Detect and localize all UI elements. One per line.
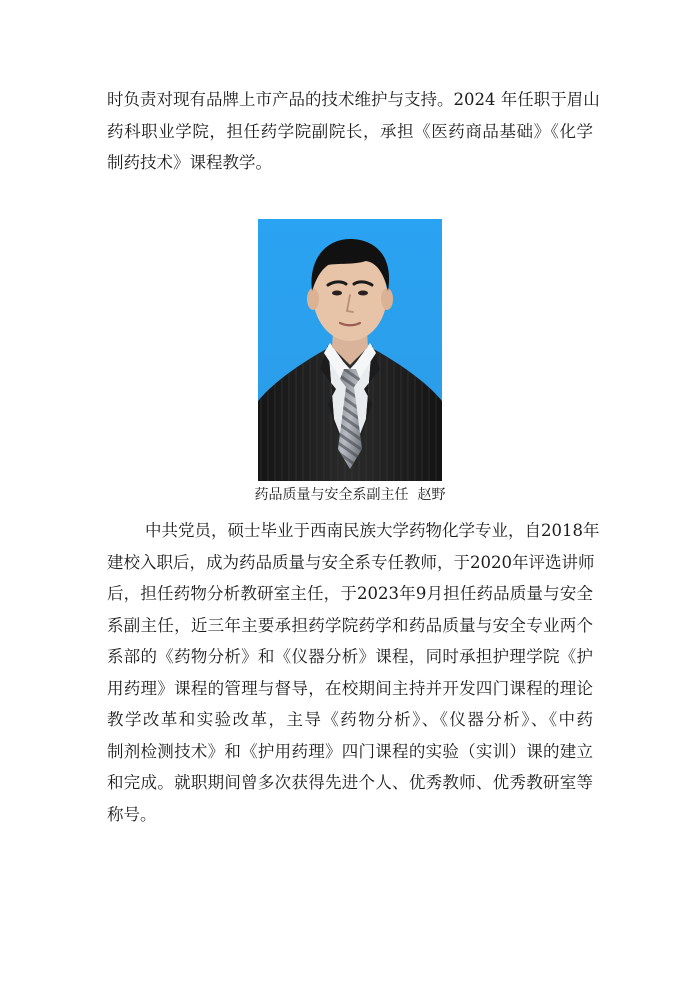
text-line: 教学改革和实验改革，主导《药物分析》、《仪器分析》、《中药 xyxy=(107,710,593,729)
text-line: 系副主任，近三年主要承担药学院药学和药品质量与安全专业两个 xyxy=(107,615,593,635)
portrait-photo xyxy=(258,219,442,481)
text-line: 时负责对现有品牌上市产品的技术维护与支持。2024 年任职于眉山 xyxy=(107,90,600,109)
paragraph-profile xyxy=(107,515,600,830)
text-line: 制剂检测技术》和《护用药理》四门课程的实验（实训）课的建立 xyxy=(107,741,593,761)
text-line: 称号。 xyxy=(107,804,157,824)
portrait-illustration xyxy=(258,219,442,481)
text-line: 用药理》课程的管理与督导，在校期间主持并开发四门课程的理论 xyxy=(107,678,593,698)
paragraph-continued-bio xyxy=(107,84,600,179)
caption-title: 药品质量与安全系副主任 xyxy=(254,487,409,503)
caption-name: 赵野 xyxy=(417,487,446,503)
text-line: 建校入职后，成为药品质量与安全系专任教师，于2020年评选讲师 xyxy=(107,552,595,572)
text-line: 系部的《药物分析》和《仪器分析》课程，同时承担护理学院《护 xyxy=(107,647,593,666)
text-line: 中共党员，硕士毕业于西南民族大学药物化学专业，自2018年 xyxy=(145,521,600,540)
text-line: 和完成。就职期间曾多次获得先进个人、优秀教师、优秀教研室等 xyxy=(107,773,593,792)
text-line: 药科职业学院，担任药学院副院长，承担《医药商品基础》《化学 xyxy=(107,121,593,141)
photo-caption xyxy=(0,486,700,504)
text-line: 后，担任药物分析教研室主任，于2023年9月担任药品质量与安全 xyxy=(107,584,593,603)
text-line: 制药技术》课程教学。 xyxy=(107,153,272,172)
